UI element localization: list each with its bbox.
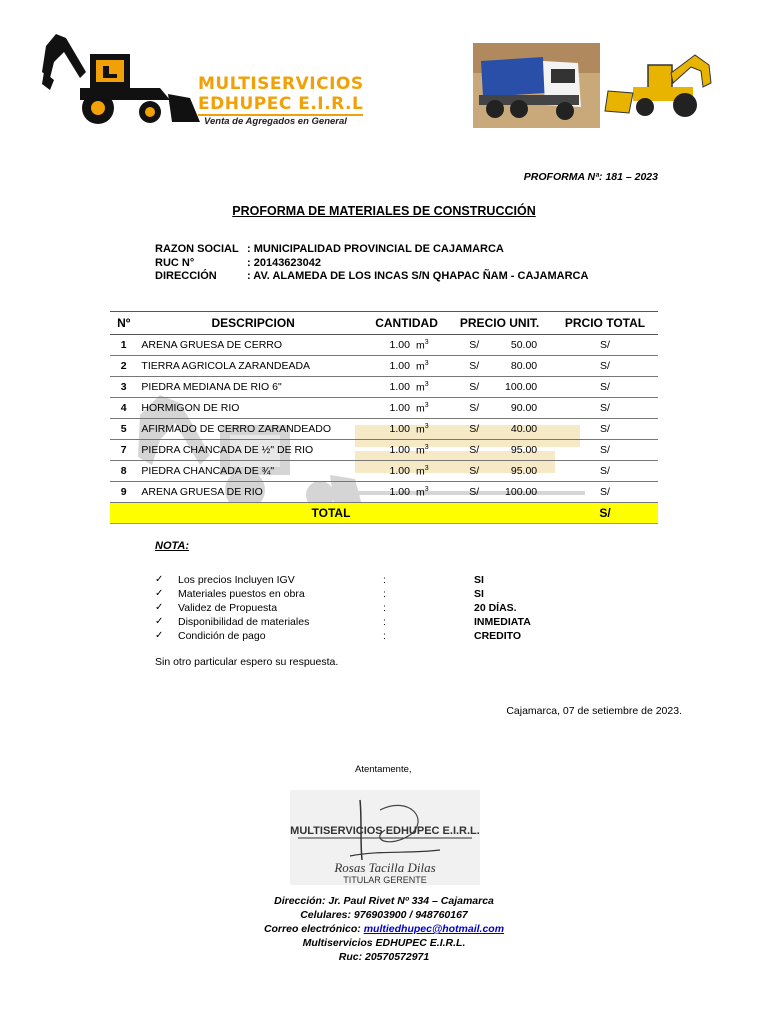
materials-table (110, 311, 658, 524)
row-description: PIEDRA MEDIANA DE RIO 6" (137, 377, 366, 398)
row-number: 2 (110, 356, 137, 377)
row-number: 1 (110, 335, 137, 356)
proforma-number: PROFORMA Nª: 181 – 2023 (523, 171, 658, 183)
quantity-unit: $m^3$ (415, 359, 429, 373)
row-quantity (366, 419, 447, 440)
quantity-value: 1.00 (389, 381, 410, 394)
row-number: 5 (110, 419, 137, 440)
unit-price-value: 100.00 (505, 486, 538, 498)
row-description: PIEDRA CHANCADA DE ¾" (137, 461, 366, 482)
backhoe-logo-icon (40, 32, 205, 127)
quantity-value: 1.00 (389, 444, 410, 457)
unit-price-value: 95.00 (510, 465, 538, 477)
condition-label: Los precios Incluyen IGV (178, 574, 295, 586)
razon-social-value: : MUNICIPALIDAD PROVINCIAL DE CAJAMARCA (247, 243, 504, 255)
footer-phones: Celulares: 976903900 / 948760167 (300, 909, 468, 921)
regards-text: Atentamente, (355, 764, 412, 775)
table-row (110, 482, 658, 503)
check-icon: ✓ (155, 630, 164, 641)
row-total-price: S/ (552, 461, 658, 482)
check-icon: ✓ (155, 602, 164, 613)
brand-tagline: Venta de Agregados en General (204, 116, 347, 127)
row-description: TIERRA AGRICOLA ZARANDEADA (137, 356, 366, 377)
unit-price-value: 50.00 (510, 339, 538, 351)
row-quantity (366, 398, 447, 419)
currency-symbol: S/ (469, 360, 480, 372)
row-total-price: S/ (552, 440, 658, 461)
total-label: TOTAL (110, 503, 552, 524)
row-unit-price (447, 419, 552, 440)
machinery-photos-icon (473, 43, 718, 128)
stamp-role: TITULAR GERENTE (343, 875, 427, 885)
row-description: AFIRMADO DE CERRO ZARANDEADO (137, 419, 366, 440)
check-icon: ✓ (155, 588, 164, 599)
quantity-unit: $m^3$ (415, 422, 429, 436)
footer-email-link[interactable]: multiedhupec@hotmail.com (363, 923, 505, 935)
condition-value: INMEDIATA (474, 616, 531, 628)
row-quantity (366, 356, 447, 377)
row-unit-price (447, 335, 552, 356)
condition-value: 20 DÍAS. (474, 602, 517, 614)
currency-symbol: S/ (469, 339, 480, 351)
check-icon: ✓ (155, 574, 164, 585)
footer-address: Dirección: Jr. Paul Rivet Nº 334 – Cajamarca (274, 895, 494, 907)
quantity-value: 1.00 (389, 486, 410, 499)
table-row (110, 398, 658, 419)
row-unit-price (447, 440, 552, 461)
row-number: 8 (110, 461, 137, 482)
row-description: ARENA GRUESA DE RIO (137, 482, 366, 503)
quantity-unit: $m^3$ (415, 443, 429, 457)
table-row (110, 440, 658, 461)
condition-label: Validez de Propuesta (178, 602, 278, 614)
footer-ruc: Ruc: 20570572971 (338, 951, 430, 963)
row-description: ARENA GRUESA DE CERRO (137, 335, 366, 356)
direccion-label: DIRECCIÓN (155, 270, 217, 282)
ruc-value: : 20143623042 (247, 257, 322, 269)
row-number: 4 (110, 398, 137, 419)
direccion-value: : AV. ALAMEDA DE LOS INCAS S/N QHAPAC ÑAM - CAJAMARCA (247, 270, 589, 282)
footer-company: Multiservicios EDHUPEC E.I.R.L. (302, 937, 466, 949)
table-row (110, 377, 658, 398)
footer-email-label: Correo electrónico: (263, 923, 364, 935)
row-quantity (366, 440, 447, 461)
quantity-unit: $m^3$ (415, 380, 429, 394)
date-line: Cajamarca, 07 de setiembre de 2023. (506, 705, 682, 717)
row-unit-price (447, 482, 552, 503)
row-description: PIEDRA CHANCADA DE ½" DE RIO (137, 440, 366, 461)
closing-text: Sin otro particular espero su respuesta. (155, 656, 339, 668)
table-row (110, 335, 658, 356)
unit-price-value: 90.00 (510, 402, 538, 414)
ruc-label: RUC N° (155, 257, 195, 269)
header-cantidad: CANTIDAD (366, 312, 447, 335)
row-unit-price (447, 377, 552, 398)
quantity-value: 1.00 (389, 339, 410, 352)
table-header-row (110, 312, 658, 335)
brand-name-line2: EDHUPEC E.I.R.L (198, 94, 364, 114)
table-row (110, 419, 658, 440)
condition-value: CREDITO (474, 630, 522, 642)
condition-colon: : (383, 630, 386, 642)
condition-label: Disponibilidad de materiales (178, 616, 310, 628)
condition-label: Materiales puestos en obra (178, 588, 305, 600)
condition-colon: : (383, 616, 386, 628)
row-total-price: S/ (552, 398, 658, 419)
unit-price-value: 100.00 (505, 381, 538, 393)
condition-value: SI (474, 588, 484, 600)
row-unit-price (447, 356, 552, 377)
total-value: S/ (552, 503, 658, 524)
currency-symbol: S/ (469, 423, 480, 435)
table-row (110, 356, 658, 377)
quantity-value: 1.00 (389, 360, 410, 373)
row-unit-price (447, 398, 552, 419)
currency-symbol: S/ (469, 465, 480, 477)
stamp-company: MULTISERVICIOS EDHUPEC E.I.R.L. (290, 825, 480, 837)
currency-symbol: S/ (469, 444, 480, 456)
currency-symbol: S/ (469, 486, 480, 498)
row-total-price: S/ (552, 356, 658, 377)
header-precio-unit: PRECIO UNIT. (447, 312, 552, 335)
footer-email-line (0, 922, 768, 936)
header-precio-total: PRCIO TOTAL (552, 312, 658, 335)
row-total-price: S/ (552, 482, 658, 503)
header-no: Nº (110, 312, 137, 335)
condition-colon: : (383, 588, 386, 600)
row-number: 9 (110, 482, 137, 503)
document-title: PROFORMA DE MATERIALES DE CONSTRUCCIÓN (232, 204, 536, 218)
header-descripcion: DESCRIPCION (137, 312, 366, 335)
row-quantity (366, 461, 447, 482)
quantity-unit: $m^3$ (415, 338, 429, 352)
unit-price-value: 80.00 (510, 360, 538, 372)
table-row (110, 461, 658, 482)
total-row (110, 503, 658, 524)
currency-symbol: S/ (469, 381, 480, 393)
nota-title: NOTA: (155, 540, 190, 552)
row-quantity (366, 482, 447, 503)
brand-name-line1: MULTISERVICIOS (198, 74, 364, 94)
condition-colon: : (383, 602, 386, 614)
condition-value: SI (474, 574, 484, 586)
unit-price-value: 95.00 (510, 444, 538, 456)
row-quantity (366, 335, 447, 356)
quantity-unit: $m^3$ (415, 485, 429, 499)
row-total-price: S/ (552, 419, 658, 440)
row-description: HORMIGON DE RIO (137, 398, 366, 419)
quantity-value: 1.00 (389, 465, 410, 478)
stamp-name: Rosas Tacilla Dilas (334, 860, 436, 875)
unit-price-value: 40.00 (510, 423, 538, 435)
quantity-value: 1.00 (389, 423, 410, 436)
row-unit-price (447, 461, 552, 482)
condition-label: Condición de pago (178, 630, 266, 642)
condition-colon: : (383, 574, 386, 586)
quantity-unit: $m^3$ (415, 401, 429, 415)
row-number: 3 (110, 377, 137, 398)
row-quantity (366, 377, 447, 398)
row-number: 7 (110, 440, 137, 461)
quantity-unit: $m^3$ (415, 464, 429, 478)
row-total-price: S/ (552, 335, 658, 356)
razon-social-label: RAZON SOCIAL (155, 243, 239, 255)
row-total-price: S/ (552, 377, 658, 398)
quantity-value: 1.00 (389, 402, 410, 415)
currency-symbol: S/ (469, 402, 480, 414)
signature-stamp (290, 790, 480, 885)
check-icon: ✓ (155, 616, 164, 627)
